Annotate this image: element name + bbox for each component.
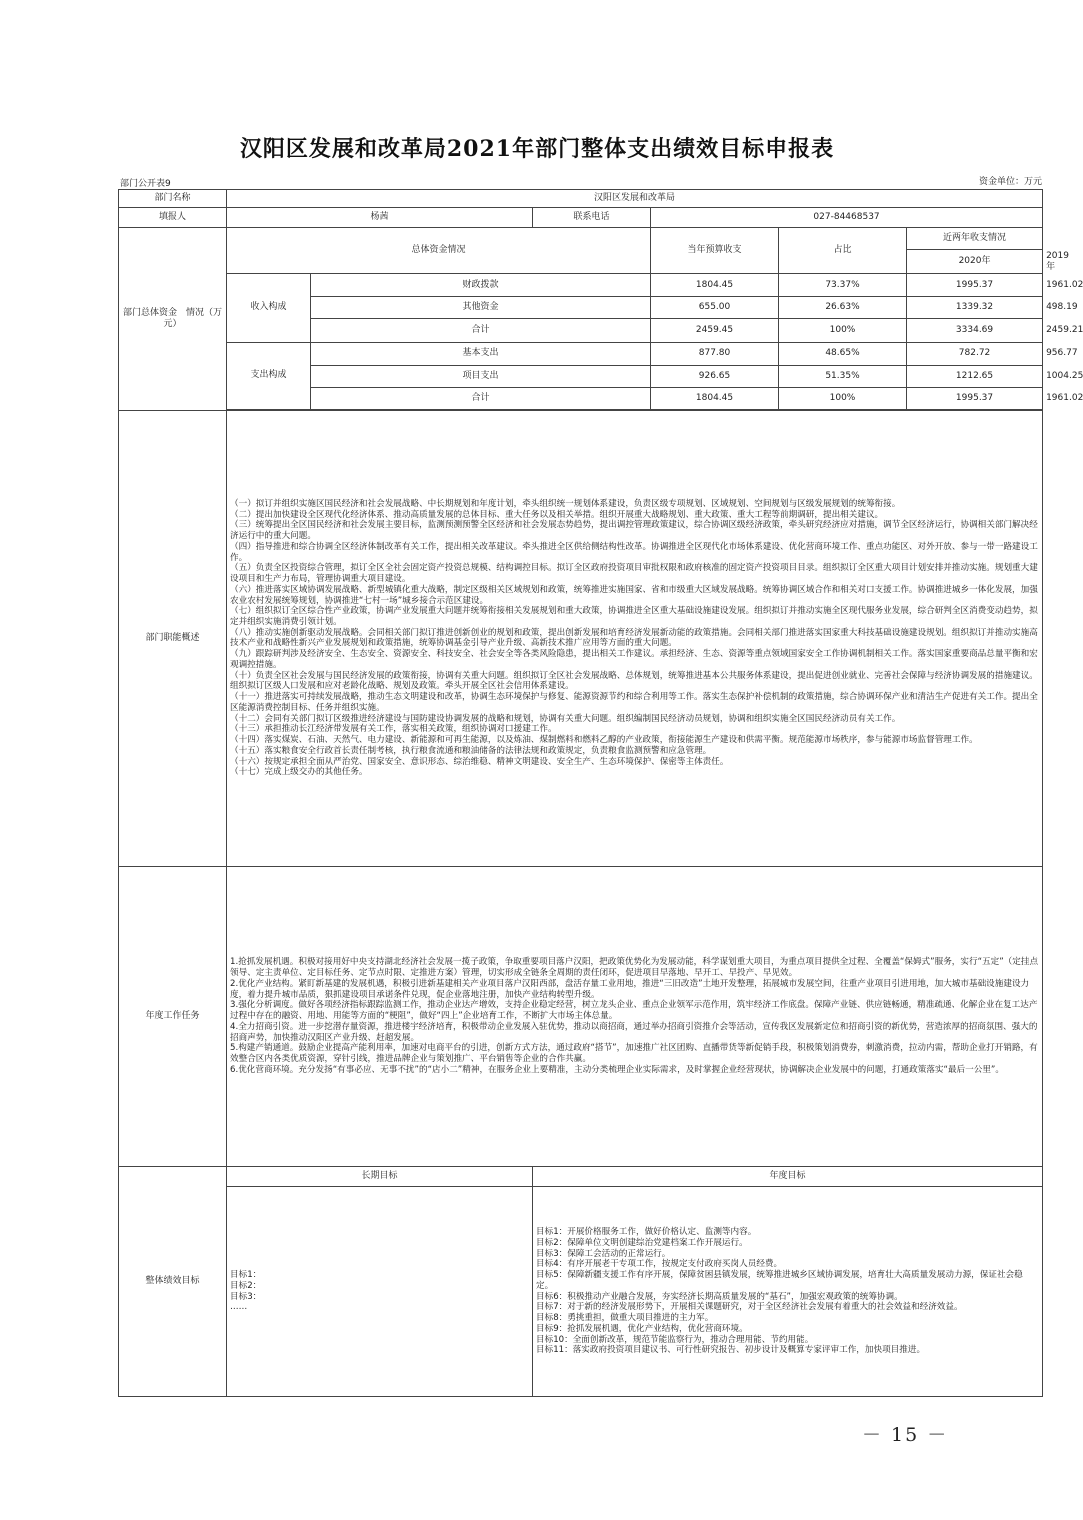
filler-label: 填报人 (119, 208, 227, 228)
task-item: 5.构建产销通道。鼓励企业提高产能利用率，加速对电商平台的引进，创新方式方法，通过政府“搭节”，加速推广社区团购、直播带货等新促销手段，积极策划消费券，刺激消费，拉动内需，帮助企业打开销路，有效整合区内各类优质资源，穿针引线，推进品牌企业与策划推广、平台销售等企业的合作共赢。 (230, 1043, 1038, 1064)
function-item: （十五）落实粮食安全行政首长责任制考核，执行粮食流通和粮油储备的法律法规和政策规定，负责粮食监测预警和应急管理。 (230, 745, 712, 756)
function-item: （十二）会同有关部门拟订区级推进经济建设与国防建设协调发展的战略和规划，协调有关重大问题。组织编制国民经济动员规划，协调和组织实施全区国民经济动员有关工作。 (230, 713, 901, 724)
year-goal-item: 目标6：积极推动产业融合发展，夯实经济长期高质量发展的“基石”，加强宏观政策的统筹协调。 (536, 1291, 903, 1302)
function-item: （二）提出加快建设全区现代化经济体系、推动高质量发展的总体目标、重大任务以及相关举措。组织开展重大战略规划、重大政策、重大工程等前期调研，提出相关建议。 (230, 509, 884, 520)
phone-value: 027-84468537 (651, 208, 1043, 228)
year-2020-header: 2020年 (907, 250, 1043, 274)
dept-name-label: 部门名称 (119, 190, 227, 208)
page-number: － 15 － (862, 1424, 949, 1446)
overall-funds-header: 总体资金情况 (227, 228, 651, 274)
task-item: 2.优化产业结构。紧盯新基建的发展机遇，积极引进新基建相关产业项目落户汉阳西部，盘活存量工业用地，推进“三旧改造”土地开发整理，拓展城市发展空间，往重产业项目引进用地，加大城市基础设施建设力度，着力提升城市品质，狠抓建设项目承诺条件兑现，促企业落地注册，加快产业结构转型升级。 (230, 978, 1030, 1000)
function-item: （十四）落实煤炭、石油、天然气、电力建设、新能源和可再生能源，以及炼油、煤制燃料和燃料乙醇的产业政策，衔接能源生产建设和供需平衡。规范能源市场秩序，参与能源市场监督管理工作。 (230, 735, 978, 746)
annual-goals (533, 1187, 1043, 1397)
function-item: （十一）推进落实可持续发展战略，推动生态文明建设和改革，协调生态环境保护与修复、能源资源节约和综合利用等工作。落实生态保护补偿机制的政策措施，综合协调环保产业和清洁生产促进有关工作。提出全区能源消费控制目标、任务并组织实施。 (230, 692, 1038, 713)
task-item: 3.强化分析调度。做好各项经济指标跟踪监测工作，推动企业达产增效，支持企业稳定经营，树立龙头企业、重点企业领军示范作用，筑牢经济工作底盘。保障产业链、供应链畅通，精准疏通、化解企业在复工达产过程中存在的融资、用地、用能等方面的“梗阻”，做好“四上”企业培育工作，不断扩大市场主体总量。 (230, 1000, 1038, 1022)
income-ratio: 73.37% (779, 274, 907, 297)
year-goal-item: 目标10：全面创新改革，规范节能监察行为，推动合理用能、节约用能。 (536, 1334, 814, 1345)
income-budget: 655.00 (651, 297, 779, 319)
annual-tasks-label: 年度工作任务 (119, 866, 227, 1166)
function-item: （七）组织拟订全区综合性产业政策，协调产业发展重大问题并统筹衔接相关发展规划和重大政策，协调推进全区重大基础设施建设发展。组织拟订并推动实施全区现代服务业发展，综合研判全区消费变动趋势，拟定并组织实施消费引领计划。 (230, 606, 1038, 627)
function-item: （十三）承担推动长江经济带发展有关工作，落实相关政策，组织协调对口援建工作。 (230, 724, 557, 735)
expense-budget: 877.80 (651, 342, 779, 365)
ratio-header: 占比 (779, 228, 907, 274)
year-goal-item: 目标5：保障新疆支援工作有序开展，保障贫困县镇发展，统筹推进城乡区域协调发展，培育壮大高质量发展动力源，保证社会稳定。 (536, 1270, 1023, 1291)
filler-value: 杨茜 (227, 208, 533, 228)
page-title: 汉阳区发展和改革局2021年部门整体支出绩效目标申报表 (239, 136, 835, 162)
income-ratio: 26.63% (779, 297, 907, 319)
function-item: （十）负责全区社会发展与国民经济发展的政策衔接，协调有关重大问题。组织拟订全区社会发展战略、总体规划，统筹推进基本公共服务体系建设，提出促进创业就业、完善社会保障与经济协调发展的措施建议。组织拟订区级人口发展和应对老龄化战略、规划及政策。牵头开展全区社会信用体系建设。 (230, 670, 1038, 692)
function-item: （五）负责全区投资综合管理，拟订全区全社会固定资产投资总规模、结构调控目标。拟订全区政府投资项目审批权限和政府核准的固定资产投资项目目录。组织拟订全区重大项目计划安排并推动实施。规划重大建设项目和生产力布局，管理协调重大项目建设。 (230, 563, 1038, 585)
goals-label: 整体绩效目标 (119, 1167, 227, 1397)
income-name: 其他资金 (311, 297, 651, 319)
dept-name-value: 汉阳区发展和改革局 (227, 190, 1043, 208)
year-goal-item: 目标3：保障工会活动的正常运行。 (536, 1248, 671, 1259)
long-goal-item: 目标1： (230, 1270, 262, 1281)
income-total-name: 合计 (311, 319, 651, 342)
income-2020: 1995.37 (907, 274, 1043, 297)
year-goal-item: 目标2：保障单位文明创建综治党建档案工作开展运行。 (536, 1237, 748, 1248)
task-item: 6.优化营商环境。充分发扬“有事必应、无事不扰”的“店小二”精神，在服务企业上要精准，主动分类梳理企业实际需求，及时掌握企业经营现状，协调解决企业发展中的问题，打通政策落实“最后一公里”。 (230, 1064, 1004, 1075)
expense-2020: 1212.65 (907, 365, 1043, 387)
task-item: 1.抢抓发展机遇。积极对接用好中央支持湖北经济社会发展一揽子政策，争取重要项目落户汉阳，把政策优势化为发展动能，科学谋划重大项目，为重点项目提供全过程、全覆盖“保姆式”服务，实行“五定”（定挂点领导、定主责单位、定目标任务、定节点时限、定推进方案）管理，切实形成全链条全周期的责任闭环，促进项目早落地、早开工、早投产、早见效。 (230, 957, 1039, 979)
year-goal-item: 目标4：有序开展老干专项工作，按规定支付政府买岗人员经费。 (536, 1259, 783, 1270)
form-number: 部门公开表9 (120, 179, 171, 189)
budget-header: 当年预算收支 (651, 228, 779, 274)
income-2020: 1339.32 (907, 297, 1043, 319)
expense-ratio: 48.65% (779, 342, 907, 365)
long-goal-item: 目标2： (230, 1280, 262, 1291)
expense-name: 基本支出 (311, 342, 651, 365)
functions-label: 部门职能概述 (119, 411, 227, 867)
income-budget: 2459.45 (651, 319, 779, 342)
income-label: 收入构成 (227, 274, 311, 343)
phone-label: 联系电话 (533, 208, 651, 228)
function-item: （九）跟踪研判涉及经济安全、生态安全、资源安全、科技安全、社会安全等各类风险隐患，提出相关工作建议。承担经济、生态、资源等重点领域国家安全工作协调机制相关工作。落实国家重要商品总量平衡和宏观调控措施。 (230, 649, 1038, 670)
function-item: （十七）完成上级交办的其他任务。 (230, 767, 368, 778)
expense-budget: 926.65 (651, 365, 779, 387)
function-item: （六）推进落实区域协调发展战略、新型城镇化重大战略，制定区级相关区域规划和政策，统筹推进实施国家、省和市级重大区域发展战略。统筹协调区域合作和相关对口支援工作。协调推进城乡一体化发展，加强农业农村发展统筹规划，协调推进“七村一场”城乡接合示范区建设。 (230, 584, 1038, 606)
expense-total-name: 合计 (311, 388, 651, 410)
long-term-header: 长期目标 (227, 1167, 533, 1187)
function-item: （四）指导推进和综合协调全区经济体制改革有关工作，提出相关改革建议。牵头推进全区供给侧结构性改革。协调推进全区现代化市场体系建设、优化营商环境工作、重点功能区、对外开放、参与一带一路建设工作。 (230, 541, 1038, 563)
long-goal-item: 目标3： (230, 1291, 262, 1302)
income-ratio: 100% (779, 319, 907, 342)
year-goal-item: 目标7：对于新的经济发展形势下，开展相关课题研究，对于全区经济社会发展有着重大的社会效益和经济效益。 (536, 1302, 963, 1313)
unit-label: 资金单位：万元 (978, 177, 1042, 187)
functions-text (227, 411, 1043, 867)
annual-tasks-text (227, 866, 1043, 1166)
year-goal-item: 目标11：落实政府投资项目建议书、可行性研究报告、初步设计及概算专家评审工作，加快项目推进。 (536, 1345, 926, 1356)
long-goal-item: …… (230, 1302, 248, 1313)
year-goal-item: 目标8：勇挑重担，做重大项目推进的主力军。 (536, 1313, 714, 1324)
expense-ratio: 100% (779, 388, 907, 410)
year-goal-item: 目标9：抢抓发展机遇，优化产业结构，优化营商环境。 (536, 1323, 748, 1334)
function-item: （一）拟订并组织实施区国民经济和社会发展战略、中长期规划和年度计划，牵头组织统一规划体系建设，负责区级专项规划、区域规划、空间规划与区级发展规划的统筹衔接。 (230, 498, 901, 509)
expense-name: 项目支出 (311, 365, 651, 387)
income-2020: 3334.69 (907, 319, 1043, 342)
year-goal-item: 目标1：开展价格服务工作，做好价格认定、监测等内容。 (536, 1227, 757, 1238)
performance-table: 部门名称 汉阳区发展和改革局 填报人 杨茜 联系电话 027-84468537 部门总体资金 情况（万元） 总体资金情况 当年预算收支 占比 近两年收支情况 2020年 2019年 收入构成 财政拨款 1804.45 73.37% 1995.37 1961.02 其他资金 655.00 26.63% 1339.32 498.19 合计 2459.45 100% 3334.69 2459.21 支出构成 基本支出 877.80 48.65% 782.72 956.77 项目支出 926.65 51.35% 1212.65 1004.25 合计 1804.45 100% 1995.37 1961.02 部门职能概述 （一）拟订并组织实施区国民经济和社会发展战略、中长期规划和年度计划，牵头组织统一规划体系建设，负责区级专项规划、区域规划、空间规划与区级发展规划的统筹衔接。 （二）提出加快建设全区现代化经济体系、推动高质量发展的总体目标、重大任务以及相关举措。组织开展重大战略规划、重大政策、重大工程等前期调研，提出相关建议。 （三）统筹提出全区国民经济和社会发展主要目标，监测预测预警全区经济和社会发展态势趋势，提出调控管理政策建议，综合协调区级经济政策，牵头研究经济应对措施，调节全区经济运行，协调相关部门解决经济运行中的重大问题。 （四）指导推进和综合协调全区经济体制改革有关工作，提出相关改革建议。牵头推进全区供给侧结构性改革。协调推进全区现代化市场体系建设、优化营商环境工作、重点功能区、对外开放、参与一带一路建设工作。 （五）负责全区投资综合管理，拟订全区全社会固定资产投资总规模、结构调控目标。拟订全区政府投资项目审批权限和政府核准的固定资产投资项目目录。组织拟订全区重大项目计划安排并推动实施。规划重大建设项目和生产力布局，管理协调重大项目建设。 （六）推进落实区域协调发展战略、新型城镇化重大战略，制定区级相关区域规划和政策，统筹推进实施国家、省和市级重大区域发展战略。统筹协调区域合作和相关对口支援工作。协调推进城乡一体化发展，加强农业农村发展统筹规划，协调推进“七村一场”城乡接合示范区建设。 （七）组织拟订全区综合性产业政策，协调产业发展重大问题并统筹衔接相关发展规划和重大政策，协调推进全区重大基础设施建设发展。组织拟订并推动实施全区现代服务业发展，综合研判全区消费变动趋势，拟定并组织实施消费引领计划。 （八）推动实施创新驱动发展战略。会同相关部门拟订推进创新创业的规划和政策，提出创新发展和培育经济发展新动能的政策措施。会同相关部门推进落实国家重大科技基础设施建设规划。组织拟订并推动实施高技术产业和战略性新兴产业发展规划和政策措施，统筹协调基金引导产业升级、高新技术推广应用等方面的重大问题。 （九）跟踪研判涉及经济安全、生态安全、资源安全、科技安全、社会安全等各类风险隐患，提出相关工作建议。承担经济、生态、资源等重点领域国家安全工作协调机制相关工作。落实国家重要商品总量平衡和宏观调控措施。 （十）负责全区社会发展与国民经济发展的政策衔接，协调有关重大问题。组织拟订全区社会发展战略、总体规划，统筹推进基本公共服务体系建设，提出促进创业就业、完善社会保障与经济协调发展的措施建议。组织拟订区级人口发展和应对老龄化战略、规划及政策。牵头开展全区社会信用体系建设。 （十一）推进落实可持续发展战略，推动生态文明建设和改革，协调生态环境保护与修复、能源资源节约和综合利用等工作。落实生态保护补偿机制的政策措施，综合协调环保产业和清洁生产促进有关工作。提出全区能源消费控制目标、任务并组织实施。 （十二）会同有关部门拟订区级推进经济建设与国防建设协调发展的战略和规划，协调有关重大问题。组织编制国民经济动员规划，协调和组织实施全区国民经济动员有关工作。 （十三）承担推动长江经济带发展有关工作，落实相关政策，组织协调对口援建工作。 （十四）落实煤炭、石油、天然气、电力建设、新能源和可再生能源，以及炼油、煤制燃料和燃料乙醇的产业政策，衔接能源生产建设和供需平衡。规范能源市场秩序，参与能源市场监督管理工作。 （十五）落实粮食安全行政首长责任制考核，执行粮食流通和粮油储备的法律法规和政策规定，负责粮食监测预警和应急管理。 （十六）按规定承担全面从严治党、国家安全、意识形态、综治维稳、精神文明建设、安全生产、生态环境保护、保密等主体责任。 （十七）完成上级交办的其他任务。 年度工作任务 1.抢抓发展机遇。积极对接用好中央支持湖北经济社会发展一揽子政策，争取重要项目落户汉阳，把政策优势化为发展动能，科学谋划重大项目，为重点项目提供全过程、全覆盖“保姆式”服务，实行“五定”（定挂点领导、定主责单位、定目标任务、定节点时限、定推进方案）管理，切实形成全链条全周期的责任闭环，促进项目早落地、早开工、早投产、早见效。 2.优化产业结构。紧盯新基建的发展机遇，积极引进新基建相关产业项目落户汉阳西部，盘活存量工业用地，推进“三旧改造”土地开发整理，拓展城市发展空间，往重产业项目引进用地，加大城市基础设施建设力度，着力提升城市品质，狠抓建设项目承诺条件兑现，促企业落地注册，加快产业结构转型升级。 3.强化分析调度。做好各项经济指标跟踪监测工作，推动企业达产增效，支持企业稳定经营，树立龙头企业、重点企业领军示范作用，筑牢经济工作底盘。保障产业链、供应链畅通，精准疏通、化解企业在复工达产过程中存在的融资、用地、用能等方面的“梗阻”，做好“四上”企业培育工作，不断扩大市场主体总量。 4.全力招商引资。进一步挖潜存量资源，推进楼宇经济培育，积极带动企业发展入驻优势，推动以商招商，通过举办招商引资推介会等活动，宣传我区发展新定位和招商引资的新优势，营造浓厚的招商氛围、强大的招商声势，加快推动汉阳区产业升级、赶超发展。 5.构建产销通道。鼓励企业提高产能利用率，加速对电商平台的引进，创新方式方法，通过政府“搭节”，加速推广社区团购、直播带货等新促销手段，积极策划消费券，刺激消费，拉动内需，帮助企业打开销路，有效整合区内各类优质资源，穿针引线，推进品牌企业与策划推广、平台销售等企业的合作共赢。 6.优化营商环境。充分发扬“有事必应、无事不扰”的“店小二”精神，在服务企业上要精准，主动分类梳理企业实际需求，及时掌握企业经营现状，协调解决企业发展中的问题，打通政策落实“最后一公里”。 整体绩效目标 长期目标 年度目标 目标1： 目标2： 目标3： …… 目标1：开展价格服务工作，做好价格认定、监测等内容。 目标2：保障单位文明创建综治党建档案工作开展运行。 目标3：保障工会活动的正常运行。 目标4：有序开展老干专项工作，按规定支付政府买岗人员经费。 目标5：保障新疆支援工作有序开展，保障贫困县镇发展，统筹推进城乡区域协调发展，培育壮大高质量发展动力源，保证社会稳定。 目标6：积极推动产业融合发展，夯实经济长期高质量发展的“基石”，加强宏观政策的统筹协调。 目标7：对于新的经济发展形势下，开展相关课题研究，对于全区经济社会发展有着重大的社会效益和经济效益。 目标8：勇挑重担，做重大项目推进的主力军。 目标9：抢抓发展机遇，优化产业结构，优化营商环境。 目标10：全面创新改革，规范节能监察行为，推动合理用能、节约用能。 目标11：落实政府投资项目建议书、可行性研究报告、初步设计及概算专家评审工作，加快项目推进。 (118, 189, 1043, 1397)
function-item: （三）统筹提出全区国民经济和社会发展主要目标，监测预测预警全区经济和社会发展态势趋势，提出调控管理政策建议，综合协调区级经济政策，牵头研究经济应对措施，调节全区经济运行，协调相关部门解决经济运行中的重大问题。 (230, 520, 1038, 542)
task-item: 4.全力招商引资。进一步挖潜存量资源，推进楼宇经济培育，积极带动企业发展入驻优势，推动以商招商，通过举办招商引资推介会等活动，宣传我区发展新定位和招商引资的新优势，营造浓厚的招商氛围、强大的招商声势，加快推动汉阳区产业升级、赶超发展。 (230, 1021, 1038, 1043)
expense-budget: 1804.45 (651, 388, 779, 410)
expense-2020: 782.72 (907, 342, 1043, 365)
function-item: （十六）按规定承担全面从严治党、国家安全、意识形态、综治维稳、精神文明建设、安全生产、生态环境保护、保密等主体责任。 (230, 756, 729, 767)
function-item: （八）推动实施创新驱动发展战略。会同相关部门拟订推进创新创业的规划和政策，提出创新发展和培育经济发展新动能的政策措施。会同相关部门推进落实国家重大科技基础设施建设规划。组织拟订并推动实施高技术产业和战略性新兴产业发展规划和政策措施，统筹协调基金引导产业升级、高新技术推广应用等方面的重大问题。 (230, 627, 1038, 649)
expense-2020: 1995.37 (907, 388, 1043, 410)
recent-years-header: 近两年收支情况 (907, 228, 1043, 250)
expense-label: 支出构成 (227, 342, 311, 410)
expense-ratio: 51.35% (779, 365, 907, 387)
annual-goal-header: 年度目标 (533, 1167, 1043, 1187)
long-term-goals (227, 1187, 533, 1397)
income-name: 财政拨款 (311, 274, 651, 297)
income-budget: 1804.45 (651, 274, 779, 297)
funds-section-label: 部门总体资金 情况（万元） (119, 228, 227, 411)
